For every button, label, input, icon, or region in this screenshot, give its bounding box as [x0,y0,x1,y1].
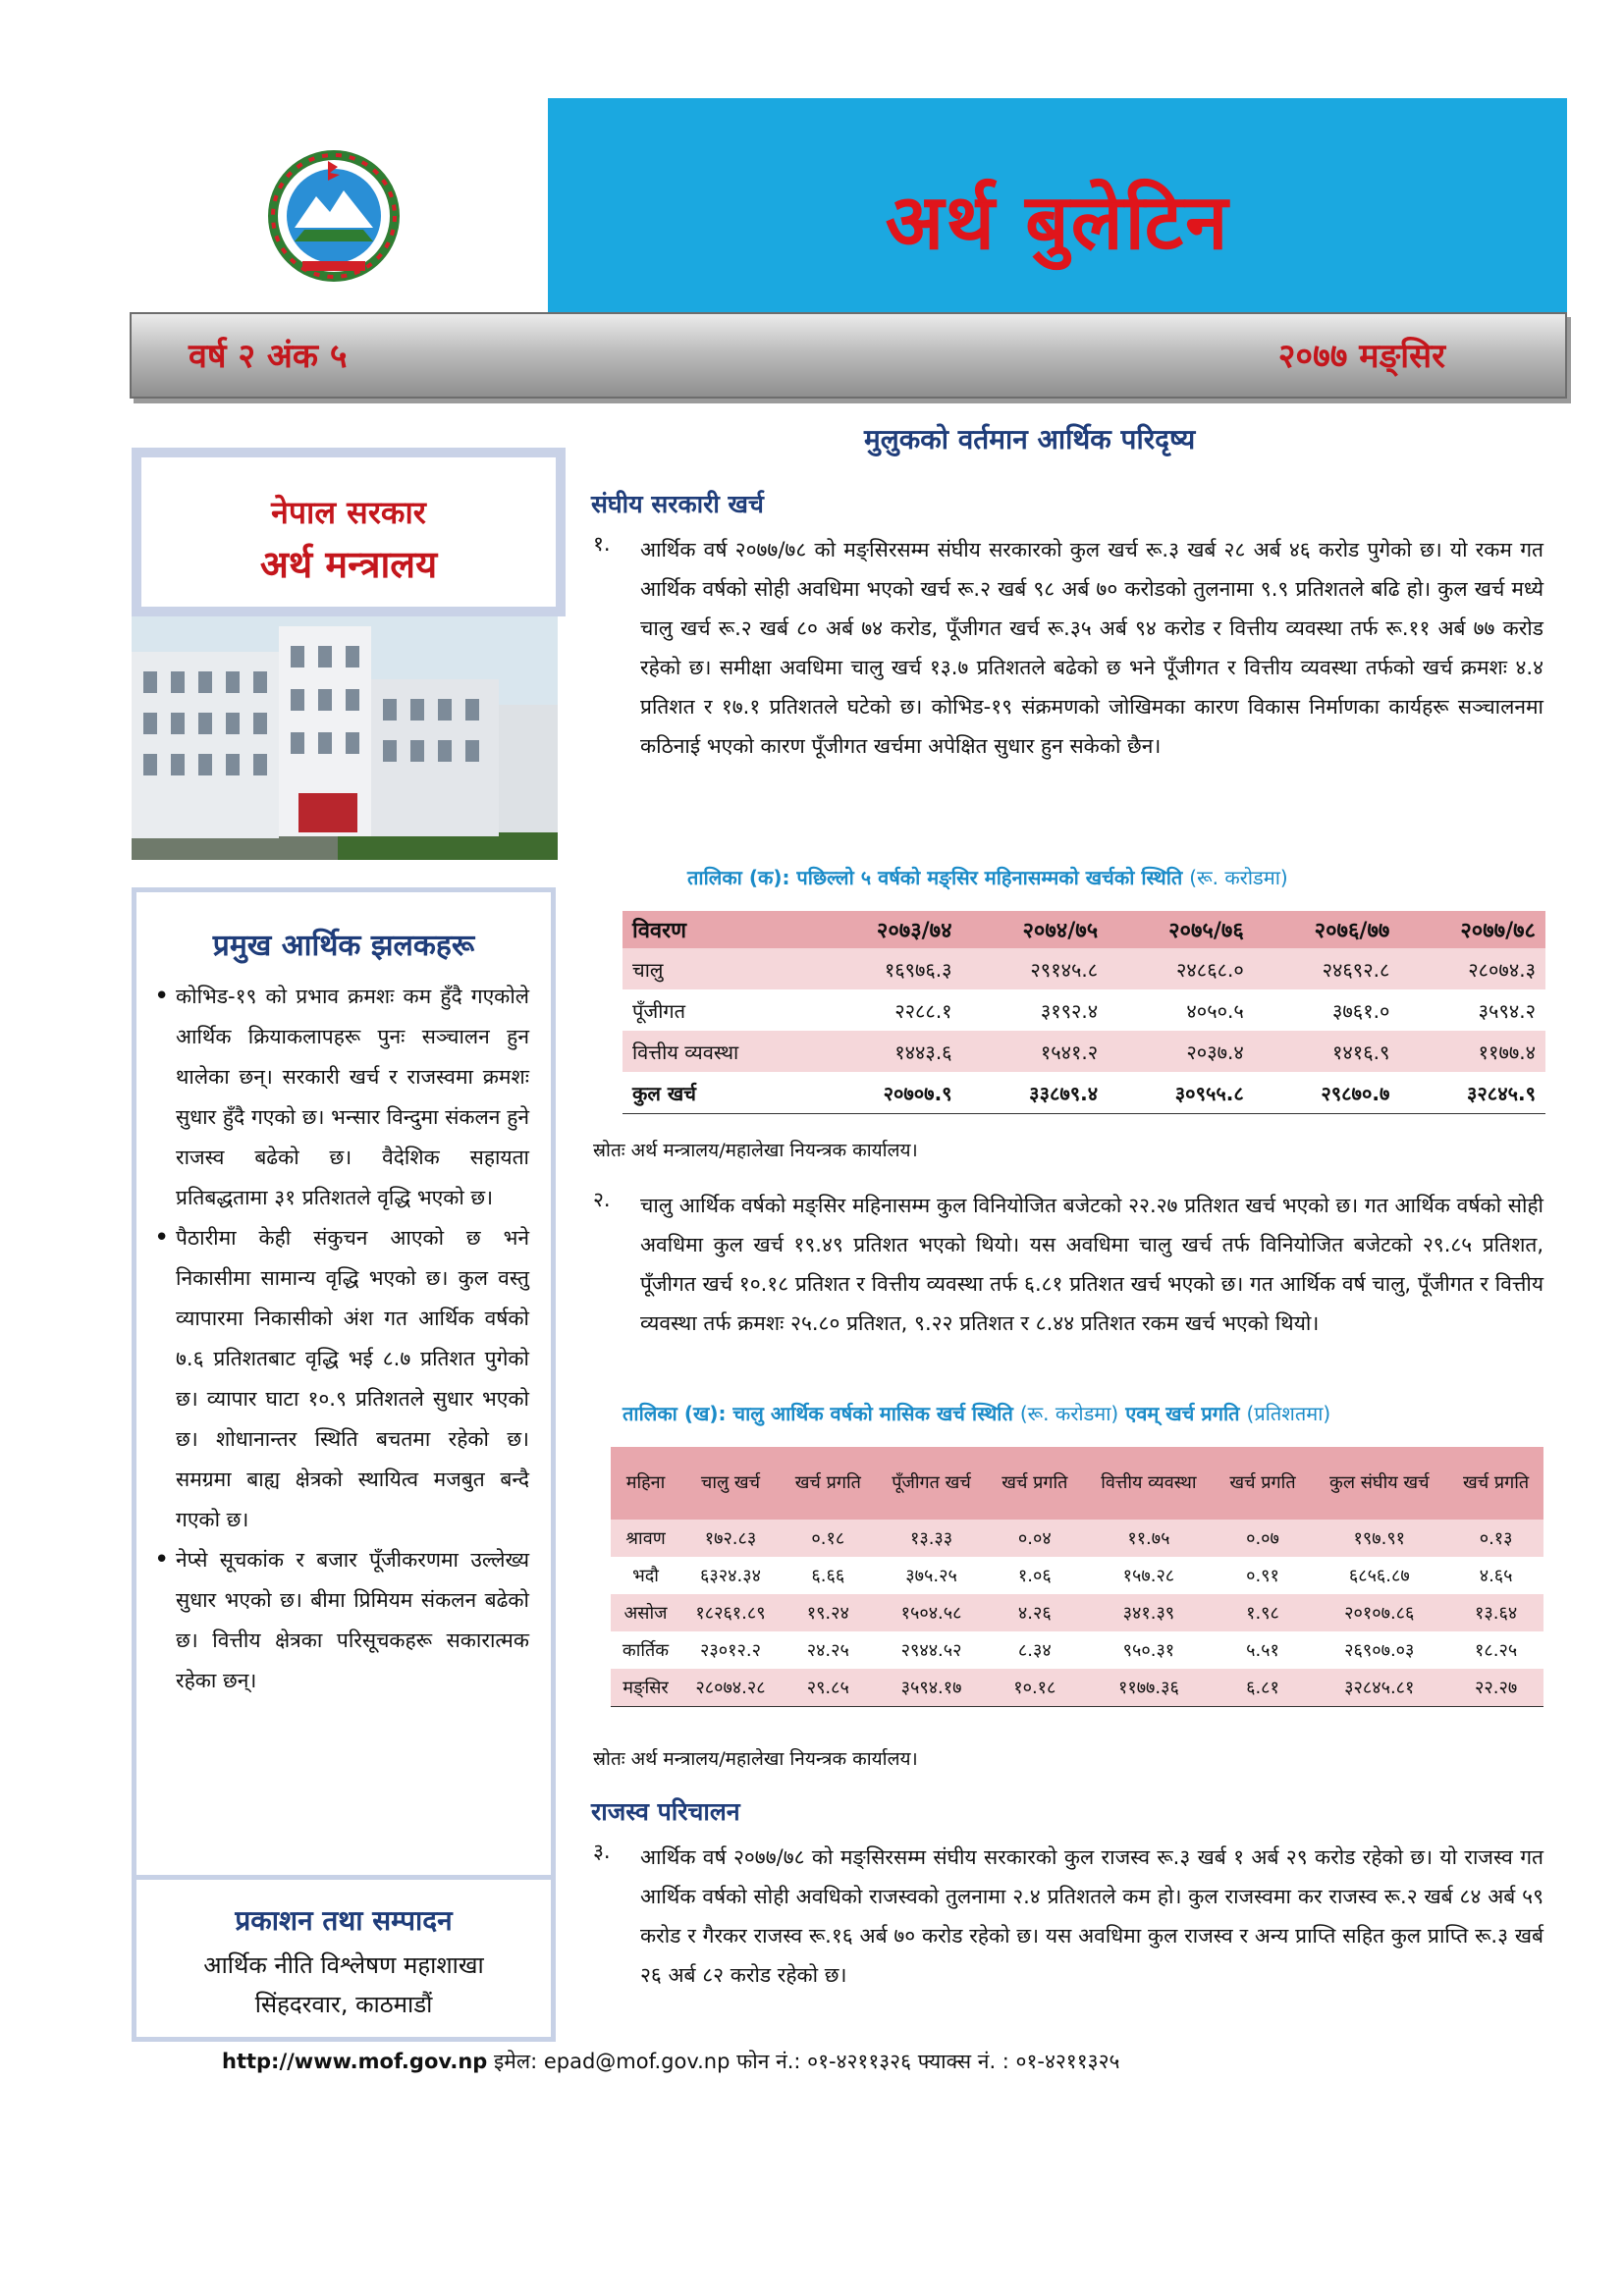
section-heading-expenditure: संघीय सरकारी खर्च [591,490,764,518]
table-cell: १५७.२८ [1122,1566,1175,1586]
page-heading: मुलुकको वर्तमान आर्थिक परिदृष्य [864,423,1196,455]
publication-box [132,1875,556,2042]
table-row [623,948,1545,989]
paragraph-number: ३. [593,1840,611,1863]
table-header-cell: २०७६/७७ [1254,911,1400,948]
table-header-cell: २०७५/७६ [1108,911,1254,948]
table-cell: २९८७०.७ [1254,1072,1400,1114]
table-header-cell: पूँजीगत खर्च [876,1447,988,1520]
website-link[interactable]: http://www.mof.gov.np [222,2050,488,2073]
table-row [623,989,1545,1031]
table-cell: २२.२७ [1448,1669,1543,1707]
table-header-row [623,911,1545,948]
table-cell: ८.३४ [1017,1640,1052,1661]
bulletin-title: अर्थ बुलेटिन [885,178,1230,267]
paragraph-number: १. [593,532,611,556]
table-cell: ३२८४५.९ [1399,1072,1545,1114]
table-cell: २९४४.५२ [900,1640,962,1661]
table-b-source: स्रोतः अर्थ मन्त्रालय/महालेखा नियन्त्रक कार्यालय। [593,1748,918,1770]
publication-title: प्रकाशन तथा सम्पादन [235,1904,453,1937]
table-cell: ४.२६ [987,1594,1082,1631]
table-row [611,1669,1543,1707]
table-row [611,1520,1543,1557]
table-cell: ३७६१.० [1332,998,1390,1023]
table-cell: १६९७६.३ [816,948,962,989]
table-b-title-2: एवम् खर्च प्रगति [1125,1402,1240,1425]
table-cell: २६९०७.०३ [1344,1640,1415,1661]
table-cell: ४०५०.५ [1186,998,1244,1023]
table-cell: १७२.८३ [680,1520,781,1557]
table-cell: कुल खर्च [623,1072,816,1114]
table-cell: ११.७५ [1082,1520,1215,1557]
table-row [611,1557,1543,1594]
table-cell: २९१४५.८ [962,948,1109,989]
table-cell: १०.१८ [987,1669,1082,1707]
table-cell: १८.२५ [1475,1640,1518,1661]
table-a-caption [687,864,1288,890]
table-header-cell: २०७३/७४ [816,911,962,948]
highlight-item: • नेप्से सूचकांक र बजार पूँजीकरणमा उल्लेख्य सुधार भएको छ। बीमा प्रिमियम संकलन बढेको छ। वित्तीय क्षेत्रका परिसूचकहरू सकारात्मक रहेका छन्। [154,1540,529,1701]
table-cell: १४१६.९ [1254,1031,1400,1072]
issue-bar [130,312,1567,399]
table-header-cell: वित्तीय व्यवस्था [1082,1447,1215,1520]
table-expenditure-5yr [623,911,1545,1114]
table-header-cell: चालु खर्च [680,1447,781,1520]
table-cell: ३३८७९.४ [962,1072,1109,1114]
table-cell: ११७७.३६ [1082,1669,1215,1707]
table-cell: श्रावण [611,1520,680,1557]
table-cell: ५.५१ [1246,1640,1279,1661]
table-cell: ०.९१ [1246,1566,1279,1586]
table-cell: २४.२५ [806,1640,849,1661]
table-cell: १५४१.२ [962,1031,1109,1072]
table-header-cell: २०७४/७५ [962,911,1109,948]
table-cell: वित्तीय व्यवस्था [623,1031,816,1072]
table-row [611,1631,1543,1669]
table-cell: १३.३३ [876,1520,988,1557]
table-cell: ११७७.४ [1399,1031,1545,1072]
table-b-unit-2: (प्रतिशतमा) [1246,1402,1331,1425]
issue-date: २०७७ मङ्सिर [1277,337,1445,376]
nepal-emblem [265,147,403,285]
issue-number: वर्ष २ अंक ५ [189,337,348,376]
table-cell: ०.०७ [1216,1520,1311,1557]
table-cell: २३०१२.२ [700,1640,761,1661]
table-cell: ३१९२.४ [1040,998,1099,1023]
table-cell: ३०९५५.८ [1108,1072,1254,1114]
paragraph-expenditure: आर्थिक वर्ष २०७७/७८ को मङ्सिरसम्म संघीय सरकारको कुल खर्च रू.३ खर्ब २८ अर्ब ४६ करोड पुगेको छ। यो रकम गत आर्थिक वर्षको सोही अवधिमा भएको खर्च रू.२ खर्ब ९८ अर्ब ७० करोडको तुलनामा ९.९ प्रतिशतले बढि हो। कुल खर्च मध्ये चालु खर्च रू.२ खर्ब ८० अर्ब ७४ करोड, पूँजीगत खर्च रू.३५ अर्ब ९४ करोड र वित्तीय व्यवस्था तर्फ रू.११ अर्ब ७७ करोड रहेको छ। समीक्षा अवधिमा चालु खर्च १३.७ प्रतिशतले बढेको छ भने पूँजीगत र वित्तीय व्यवस्था तर्फको खर्च क्रमशः ४.४ प्रतिशत र १७.१ प्रतिशतले घटेको छ। कोभिड-१९ संक्रमणको जोखिमका कारण विकास निर्माणका कार्यहरू सञ्चालनमा कठिनाई भएको कारण पूँजीगत खर्चमा अपेक्षित सुधार हुन सकेको छैन। [640,538,1543,758]
table-cell: १९.२४ [781,1594,876,1631]
paragraph-number: २. [593,1188,611,1211]
table-cell: पूँजीगत [632,998,686,1023]
ministry-building-image [132,616,558,860]
table-cell: २४८६८.० [1108,948,1254,989]
table-b-title: तालिका (ख): चालु आर्थिक वर्षको मासिक खर्च स्थिति [623,1402,1013,1425]
highlight-item: • पैठारीमा केही संकुचन आएको छ भने निकासीमा सामान्य वृद्धि भएको छ। कुल वस्तु व्यापारमा निकासीको अंश गत आर्थिक वर्षको ७.६ प्रतिशतबाट वृद्धि भई ८.७ प्रतिशत पुगेको छ। व्यापार घाटा १०.९ प्रतिशतले सुधार भएको छ। शोधानान्तर स्थिति बचतमा रहेको छ। समग्रमा बाह्य क्षेत्रको स्थायित्व मजबुत बन्दै गएको छ। [154,1218,529,1540]
publisher-address: सिंहदरवार, काठमाडौं [254,1991,433,2018]
table-cell: ६.८१ [1216,1669,1311,1707]
table-cell: २८०७४.३ [1399,948,1545,989]
table-cell: ९५०.३१ [1122,1640,1175,1661]
table-cell: ४.६५ [1479,1566,1513,1586]
table-cell: २२८८.१ [894,998,952,1023]
table-cell: ३२८४५.८१ [1310,1669,1448,1707]
table-cell: ३४१.३९ [1082,1594,1215,1631]
table-cell: १५०४.५८ [876,1594,988,1631]
table-header-cell: खर्च प्रगति [1448,1447,1543,1520]
table-cell: ६३२४.३४ [700,1566,761,1586]
publisher-division: आर्थिक नीति विश्लेषण महाशाखा [203,1951,484,1979]
table-cell: २८०७४.२८ [680,1669,781,1707]
table-cell: १८२६१.८९ [680,1594,781,1631]
table-a-source: स्रोतः अर्थ मन्त्रालय/महालेखा नियन्त्रक कार्यालय। [593,1140,918,1161]
table-a-title: तालिका (क): पछिल्लो ५ वर्षको मङ्सिर महिनासम्मको खर्चको स्थिति [687,866,1183,889]
contact-details: इमेल: epad@mof.gov.np फोन नं.: ०१-४२११३२६ फ्याक्स नं. : ०१-४२११३२५ [494,2050,1120,2073]
table-cell: २०७०७.९ [816,1072,962,1114]
table-total-row [623,1072,1545,1114]
table-cell: मङ्सिर [611,1669,680,1707]
table-cell: ३७५.२५ [905,1566,957,1586]
ministry-box [132,448,566,616]
highlights-list [154,977,529,1701]
table-cell: ०.१८ [781,1520,876,1557]
table-header-cell: महिना [611,1447,680,1520]
table-cell: कार्तिक [622,1640,670,1661]
table-cell: चालु [623,948,816,989]
table-cell: १३.६४ [1448,1594,1543,1631]
table-header-cell: कुल संघीय खर्च [1310,1447,1448,1520]
table-cell: ६.६६ [811,1566,845,1586]
table-cell: ३५९४.१७ [876,1669,988,1707]
table-header-cell: २०७७/७८ [1399,911,1545,948]
footer-contact [222,2048,1119,2075]
table-a-unit: (रू. करोडमा) [1189,866,1288,889]
paragraph-revenue: आर्थिक वर्ष २०७७/७८ को मङ्सिरसम्म संघीय सरकारको कुल राजस्व रू.३ खर्ब १ अर्ब २९ करोड रहेको छ। यो राजस्व गत आर्थिक वर्षको सोही अवधिको राजस्वको तुलनामा २.४ प्रतिशतले कम हो। कुल राजस्वमा कर राजस्व रू.२ खर्ब ८४ अर्ब ५९ करोड र गैरकर राजस्व रू.१६ अर्ब ७० करोड रहेको छ। यस अवधिमा कुल राजस्व र अन्य प्राप्ति सहित कुल प्राप्ति रू.३ खर्ब २६ अर्ब ८२ करोड रहेको छ। [640,1845,1543,1987]
table-header-row [611,1447,1543,1520]
table-monthly-expenditure [611,1447,1543,1707]
section-heading-revenue: राजस्व परिचालन [591,1797,740,1826]
paragraph-budget-progress: चालु आर्थिक वर्षको मङ्सिर महिनासम्म कुल विनियोजित बजेटको २२.२७ प्रतिशत खर्च भएको छ। गत आर्थिक वर्षको सोही अवधिमा कुल खर्च १९.४९ प्रतिशत भएको थियो। यस अवधिमा चालु खर्च तर्फ विनियोजित बजेटको २९.८५ प्रतिशत, पूँजीगत खर्च १०.१८ प्रतिशत र वित्तीय व्यवस्था तर्फ ६.८१ प्रतिशत खर्च भएको छ। गत आर्थिक वर्ष चालु, पूँजीगत र वित्तीय व्यवस्था तर्फ क्रमशः २५.८० प्रतिशत, ९.२२ प्रतिशत र ८.४४ प्रतिशत रकम खर्च भएको थियो। [640,1194,1543,1335]
title-banner [548,98,1567,312]
table-row [611,1594,1543,1631]
table-cell: २४६९२.८ [1254,948,1400,989]
table-cell: ०.१३ [1448,1520,1543,1557]
table-cell: २०१०७.८६ [1310,1594,1448,1631]
table-b-unit: (रू. करोडमा) [1019,1402,1119,1425]
table-cell: ३५९४.२ [1478,998,1536,1023]
highlight-item: • कोभिड-१९ को प्रभाव क्रमशः कम हुँदै गएकोले आर्थिक क्रियाकलापहरू पुनः सञ्चालन हुन थालेका छन्। सरकारी खर्च र राजस्वमा क्रमशः सुधार हुँदै गएको छ। भन्सार विन्दुमा संकलन हुने राजस्व बढेको छ। वैदेशिक सहायता प्रतिबद्धतामा ३१ प्रतिशतले वृद्धि भएको छ। [154,977,529,1218]
table-cell: भदौ [632,1566,659,1586]
table-cell: १९७.९१ [1310,1520,1448,1557]
table-header-cell: खर्च प्रगति [987,1447,1082,1520]
table-row [623,1031,1545,1072]
table-header-cell: विवरण [623,911,816,948]
table-cell: २९.८५ [781,1669,876,1707]
table-cell: असोज [611,1594,680,1631]
government-name: नेपाल सरकार [271,494,426,531]
table-header-cell: खर्च प्रगति [1216,1447,1311,1520]
highlights-box [132,887,556,1881]
highlights-title: प्रमुख आर्थिक झलकहरू [212,929,475,963]
table-cell: २०३७.४ [1108,1031,1254,1072]
table-cell: १.९८ [1216,1594,1311,1631]
table-cell: ६८५६.८७ [1348,1566,1410,1586]
table-cell: ०.०४ [987,1520,1082,1557]
table-header-cell: खर्च प्रगति [781,1447,876,1520]
table-cell: १.०६ [1017,1566,1052,1586]
table-cell: १४४३.६ [816,1031,962,1072]
ministry-name: अर्थ मन्त्रालय [259,543,438,586]
table-b-caption [623,1400,1330,1426]
